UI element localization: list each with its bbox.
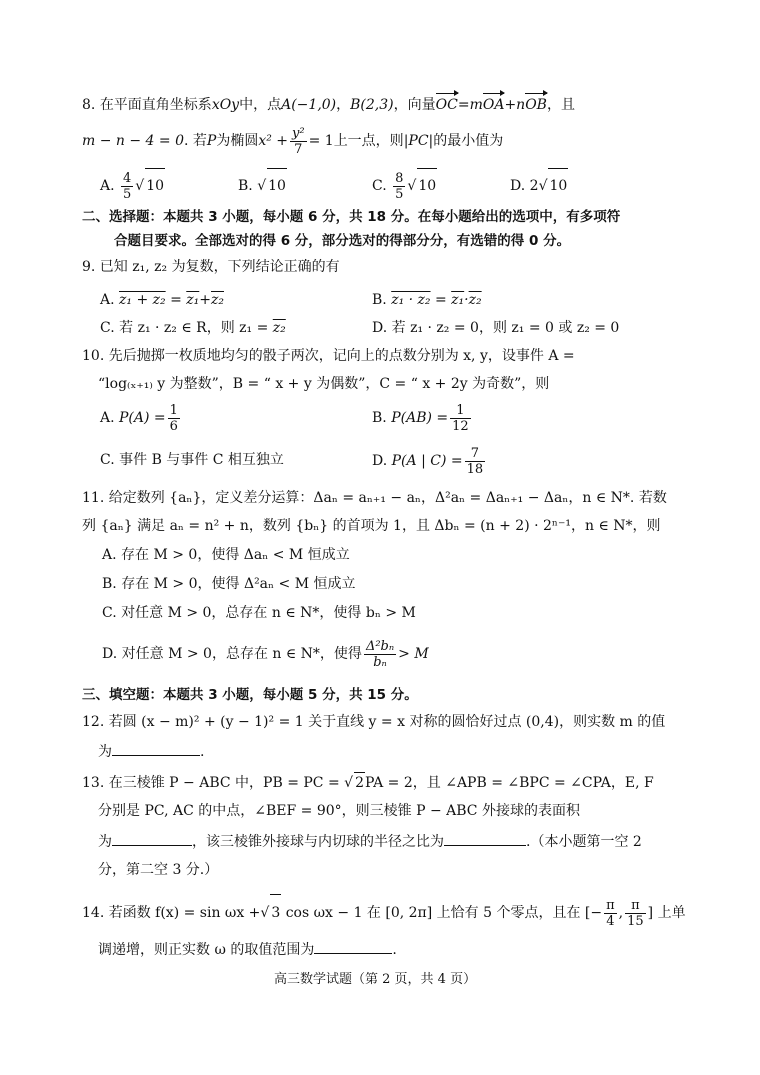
q14-answer-blank: [314, 939, 392, 954]
q11-line1: 11. 给定数列 {aₙ}，定义差分运算：Δaₙ = aₙ₊₁ − aₙ，Δ²aₙ = Δaₙ₊₁ − Δaₙ，n ∈ N*. 若数: [82, 490, 667, 506]
q8-line2: m − n − 4 = 0. 若P为椭圆x² + $\frac{\text{y²}}{7}$ = 1上一点，则|PC|的最小值为: [82, 125, 504, 157]
q13-line2: 分别是 PC, AC 的中点，∠BEF = 90°，则三棱锥 P − ABC 外接球的表面积: [98, 803, 580, 819]
q11-option-b: B. 存在 M > 0，使得 Δ²aₙ < M 恒成立: [102, 576, 356, 592]
q8-option-a: A. $\frac{4}{5}$ √ 10: [100, 168, 165, 203]
q10-option-a: A. P(A) = $\frac{1}{6}$: [100, 402, 178, 434]
section2-heading-cont: 合题目要求。全部选对的得 6 分，部分选对的得部分分，有选错的得 0 分。: [114, 233, 571, 249]
vector-oa: OA: [482, 97, 505, 113]
section2-heading: 二、选择题：本题共 3 小题，每小题 6 分，共 18 分。在每小题给出的选项中，有多项符: [82, 209, 621, 225]
q8-line1: 8. 在平面直角坐标系xOy中，点A(−1,0)，B(2,3)，向量OC=mOA+nOB，且: [82, 97, 575, 113]
q13-line1: 13. 在三棱锥 P − ABC 中，PB = PC = √ 2PA = 2，且 ∠APB = ∠BPC = ∠CPA，E, F: [82, 772, 654, 793]
page-footer: 高三数学试题（第 2 页，共 4 页）: [274, 972, 477, 987]
q10-line2: “log₍ₓ₊₁₎ y 为整数”，B = “ x + y 为偶数”，C = “ x + 2y 为奇数”，则: [98, 376, 550, 392]
q10-option-c: C. 事件 B 与事件 C 相互独立: [100, 452, 284, 468]
q11-line2: 列 {aₙ} 满足 aₙ = n² + n，数列 {bₙ} 的首项为 1，且 Δbₙ = (n + 2) · 2ⁿ⁻¹，n ∈ N*，则: [82, 518, 661, 534]
q10-option-b: B. P(AB) = $\frac{1}{12}$: [372, 402, 469, 434]
q9-option-d: D. 若 z₁ · z₂ = 0，则 z₁ = 0 或 z₂ = 0: [372, 320, 620, 336]
q10-line1: 10. 先后抛掷一枚质地均匀的骰子两次，记向上的点数分别为 x, y，设事件 A =: [82, 348, 575, 364]
q14-line2: 调递增，则正实数 ω 的取值范围为 .: [98, 939, 397, 960]
q13-line3: 为 ，该三棱锥外接球与内切球的半径之比为 .（本小题第一空 2: [98, 831, 642, 852]
q9-option-b: B. z₁ · z₂ = z₁·z₂: [372, 292, 482, 308]
q8-option-b: B. √ 10: [238, 168, 287, 203]
q11-option-a: A. 存在 M > 0，使得 Δaₙ < M 恒成立: [102, 547, 350, 563]
q9-option-a: A. z₁ + z₂ = z₁+z₂: [100, 292, 224, 308]
vector-oc: OC: [435, 97, 458, 113]
q13-answer-blank-2: [444, 831, 526, 846]
ellipse-fraction: $\frac{\text{y²}}{7}$: [292, 125, 305, 157]
section3-heading: 三、填空题：本题共 3 小题，每小题 5 分，共 15 分。: [82, 687, 418, 703]
q8-option-d: D. 2√ 10: [510, 168, 568, 203]
q8-option-c: C. $\frac{8}{5}$ √ 10: [372, 168, 437, 203]
vector-ob: OB: [525, 97, 547, 113]
q12-line2: 为 .: [98, 741, 204, 762]
q13-line4: 分，第二空 3 分.）: [98, 862, 219, 878]
q10-option-d: D. P(A | C) = $\frac{7}{18}$: [372, 445, 484, 477]
q12-line1: 12. 若圆 (x − m)² + (y − 1)² = 1 关于直线 y = x 对称的圆恰好过点 (0,4)，则实数 m 的值: [82, 714, 666, 730]
q13-answer-blank-1: [112, 831, 192, 846]
q12-answer-blank: [112, 741, 200, 756]
q11-option-d: D. 对任意 M > 0，总存在 n ∈ N*，使得 $\frac{\text{Δ²bₙ}}{\text{bₙ}}$ > M: [102, 638, 429, 670]
q9-option-c: C. 若 z₁ · z₂ ∈ R，则 z₁ = z₂: [100, 320, 286, 336]
q9-stem: 9. 已知 z₁, z₂ 为复数，下列结论正确的有: [82, 259, 340, 275]
q11-option-c: C. 对任意 M > 0，总存在 n ∈ N*，使得 bₙ > M: [102, 605, 416, 621]
q14-line1: 14. 若函数 f(x) = sin ωx +√ 3 cos ωx − 1 在 [0, 2π] 上恰有 5 个零点，且在 [− $\frac{\pi}{4}$ , $\frac{\pi}{15}$ ] 上单: [82, 894, 686, 931]
